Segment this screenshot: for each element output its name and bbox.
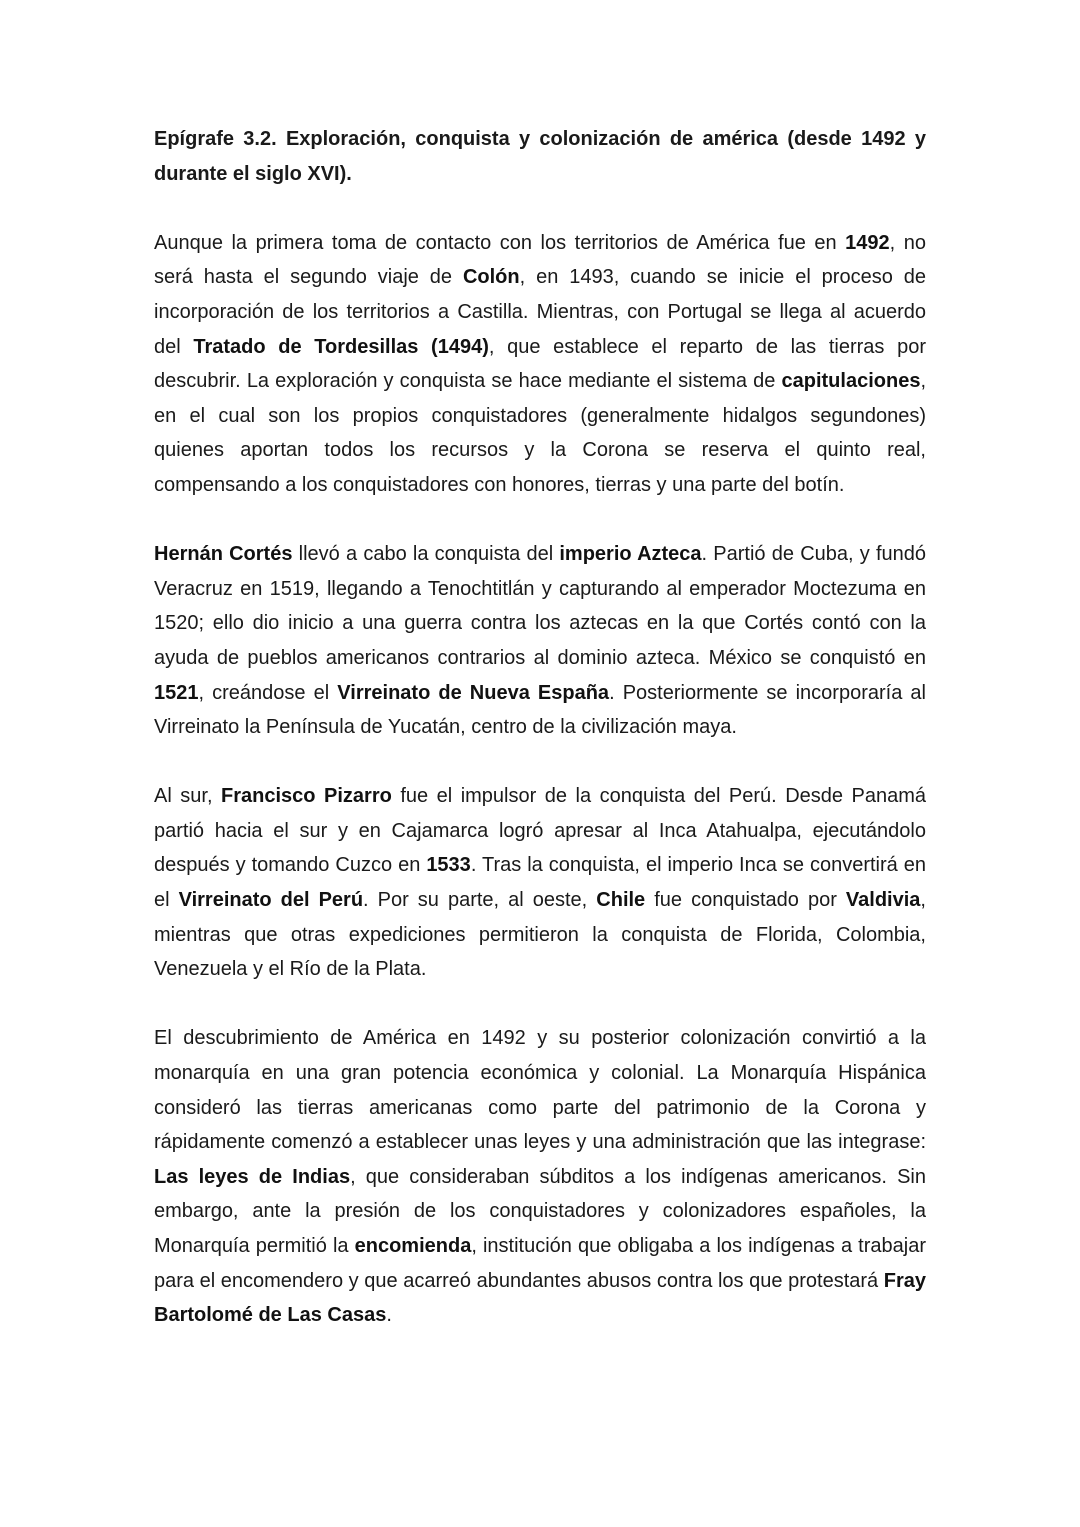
bold-term: Fray Bartolomé de Las Casas [154, 1269, 926, 1327]
text-run: , que establece el reparto de las tierras por descubrir. La exploración y conquista se hace mediante el sistema de [154, 335, 926, 393]
bold-term: Virreinato del Perú [178, 889, 364, 912]
paragraph-leyes-de-indias [154, 1021, 926, 1332]
text-run: , mientras que otras expediciones permitieron la conquista de Florida, Colombia, Venezuela y el Río de la Plata. [154, 889, 926, 981]
bold-term: 1533 [426, 854, 471, 877]
text-run: , en 1493, cuando se inicie el proceso de incorporación de los territorios a Castilla. Mientras, con Portugal se llega al acuerdo del [154, 266, 926, 358]
spacer [154, 745, 926, 780]
paragraph-colon-tordesillas [154, 226, 926, 503]
text-run: . Posteriormente se incorporaría al Virreinato la Península de Yucatán, centro de la civilización maya. [154, 681, 926, 739]
text-run: fue conquistado por [645, 889, 846, 912]
text-run: fue el impulsor de la conquista del Perú. Desde Panamá partió hacia el sur y en Cajamarca logró apresar al Inca Atahualpa, ejecutándolo después y tomando Cuzco en [154, 785, 926, 877]
document-page [154, 122, 926, 1333]
paragraph-pizarro-peru [154, 779, 926, 987]
spacer [154, 987, 926, 1022]
text-run: . Tras la conquista, el imperio Inca se convertirá en el [154, 854, 926, 912]
text-run: . Por su parte, al oeste, [363, 889, 597, 912]
bold-term: Las leyes de Indias [154, 1165, 351, 1188]
text-run: El descubrimiento de América en 1492 y su posterior colonización convirtió a la monarquía en una gran potencia económica y colonial. La Monarquía Hispánica consideró las tierras americanas como parte del patrimonio de la Corona y rápidamente comenzó a establecer unas leyes y una administración que las integrase: [154, 1027, 926, 1154]
bold-term: encomienda [354, 1235, 472, 1257]
text-run: , que consideraban súbditos a los indígenas americanos. Sin embargo, ante la presión de los conquistadores y colonizadores españoles, la Monarquía permitió la [154, 1165, 926, 1257]
spacer [154, 191, 926, 226]
paragraph-cortes-azteca [154, 537, 926, 745]
text-run: , institución que obligaba a los indígenas a trabajar para el encomendero y que acarreó abundantes abusos contra los que protestará [154, 1235, 926, 1292]
bold-term: Chile [596, 889, 646, 912]
bold-term: Hernán Cortés [154, 543, 293, 566]
text-run: , no será hasta el segundo viaje de [154, 231, 926, 289]
bold-term: Virreinato de Nueva España [337, 681, 610, 704]
bold-term: Tratado de Tordesillas (1494) [193, 335, 489, 358]
text-run: , creándose el [198, 681, 338, 704]
text-run: . Partió de Cuba, y fundó Veracruz en 1519, llegando a Tenochtitlán y capturando al emperador Moctezuma en 1520; ello dio inicio a una guerra contra los aztecas en la que Cortés contó con la ayuda de pueblos americanos contrarios al dominio azteca. México se conquistó en [154, 543, 927, 669]
bold-term: 1492 [845, 231, 890, 254]
section-title: Epígrafe 3.2. Exploración, conquista y colonización de américa (desde 1492 y durante el siglo XVI). [154, 128, 926, 185]
bold-term: capitulaciones [781, 370, 921, 393]
text-run: Al sur, [154, 785, 222, 808]
text-run: , en el cual son los propios conquistadores (generalmente hidalgos segundones) quienes aportan todos los recursos y la Corona se reserva el quinto real, compensando a los conquistadores con honores, tierras y una parte del botín. [154, 370, 926, 496]
bold-term: Colón [462, 266, 520, 289]
bold-term: imperio Azteca [559, 543, 702, 566]
bold-term: Francisco Pizarro [221, 785, 392, 808]
bold-term: Valdivia [845, 889, 921, 912]
text-run: Aunque la primera toma de contacto con los territorios de América fue en [154, 231, 846, 254]
spacer [154, 503, 926, 538]
bold-term: 1521 [154, 681, 199, 704]
text-run: llevó a cabo la conquista del [292, 543, 560, 566]
text-run: . [386, 1304, 392, 1327]
